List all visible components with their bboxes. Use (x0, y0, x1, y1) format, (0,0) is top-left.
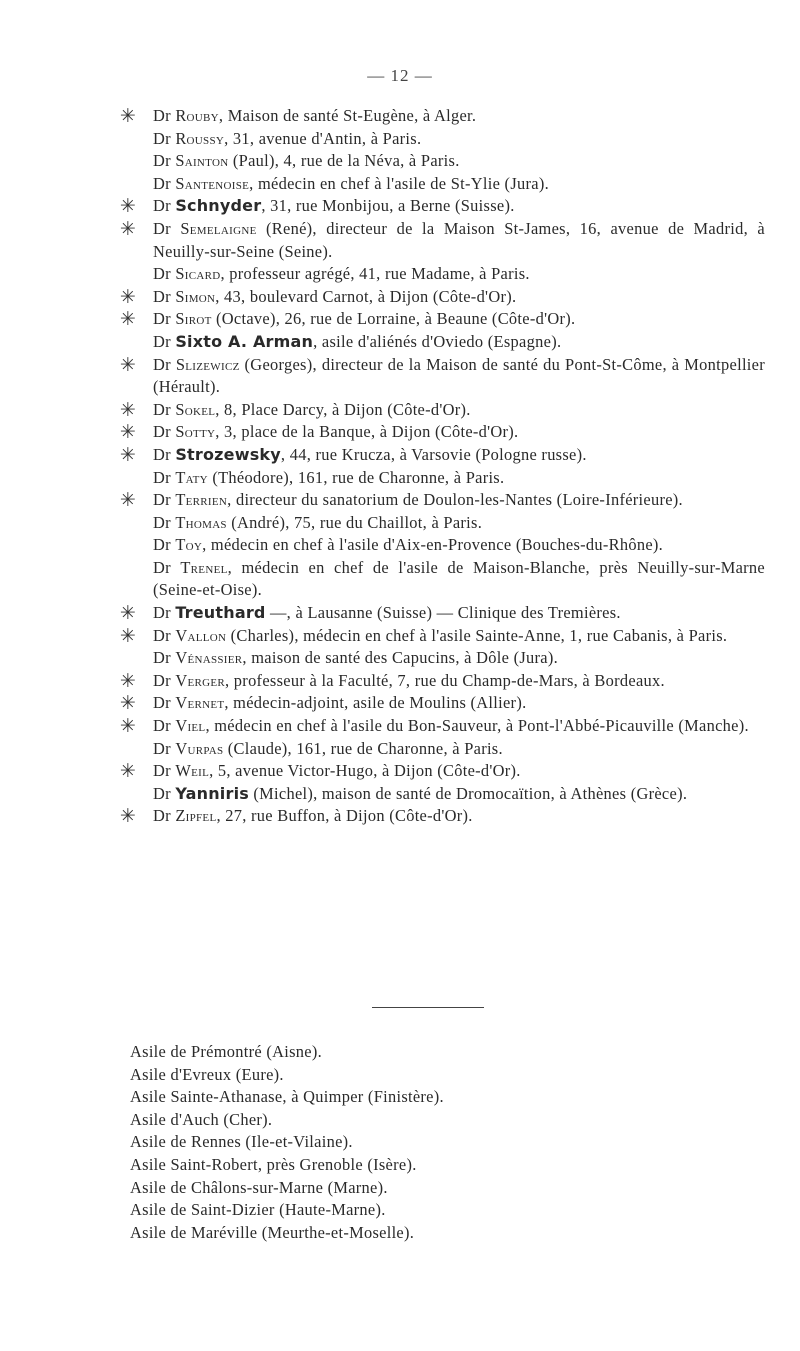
member-list (105, 105, 765, 828)
member-entry (105, 195, 765, 218)
member-name: Schnyder (175, 196, 262, 216)
asterisk-icon: ✳ (119, 308, 137, 331)
member-address: , médecin en chef à l'asile du Bon-Sauveur, à Pont-l'Abbé-Picauville (Manche). (205, 716, 749, 736)
member-entry (105, 625, 765, 648)
asterisk-icon: ✳ (119, 285, 137, 308)
doctor-title: Dr (153, 670, 171, 690)
asterisk-icon: ✳ (119, 105, 137, 127)
doctor-title: Dr (153, 196, 171, 216)
asterisk-icon: ✳ (119, 624, 137, 647)
member-name: Sokel (175, 399, 216, 419)
doctor-title: Dr (153, 512, 171, 532)
member-entry (105, 783, 765, 806)
asterisk-icon: ✳ (119, 421, 137, 444)
member-address: , 31, rue Monbijou, a Berne (Suisse). (261, 196, 515, 216)
member-address: , médecin-adjoint, asile de Moulins (Allier). (224, 693, 527, 713)
member-address: , maison de santé des Capucins, à Dôle (Jura). (242, 648, 558, 668)
doctor-title: Dr (153, 286, 171, 306)
asile-entry: Asile Sainte-Athanase, à Quimper (Finistère). (130, 1087, 444, 1107)
asile-entry: Asile de Rennes (Ile-et-Vilaine). (130, 1132, 353, 1152)
doctor-title: Dr (153, 354, 171, 374)
doctor-title: Dr (153, 783, 171, 803)
member-name: Terrien (175, 490, 228, 510)
member-name: Treuthard (175, 603, 266, 623)
member-name: Strozewsky (175, 444, 281, 464)
doctor-title: Dr (153, 218, 171, 238)
member-name: Verger (175, 670, 226, 690)
asterisk-icon: ✳ (119, 715, 137, 738)
doctor-title: Dr (153, 467, 171, 487)
member-address: , professeur agrégé, 41, rue Madame, à Paris. (220, 264, 530, 284)
asile-entry: Asile d'Evreux (Eure). (130, 1064, 284, 1084)
doctor-title: Dr (153, 128, 171, 148)
member-address: (Claude), 161, rue de Charonne, à Paris. (223, 738, 503, 758)
member-name: Vénassier (175, 648, 243, 668)
doctor-title: Dr (153, 490, 171, 510)
asterisk-icon: ✳ (119, 489, 137, 512)
member-entry (105, 263, 765, 286)
member-address: (Michel), maison de santé de Dromocaïtion, à Athènes (Grèce). (249, 783, 688, 803)
member-address: , médecin en chef à l'asile de St-Ylie (Jura). (249, 173, 549, 193)
member-name: Thomas (175, 512, 227, 532)
section-divider (372, 1007, 484, 1008)
member-address: (René), directeur de la Maison St-James, 16, avenue de Madrid, à Neuilly-sur-Seine (Seine). (153, 218, 765, 261)
member-entry (105, 399, 765, 422)
member-entry (105, 738, 765, 761)
member-name: Yanniris (175, 783, 249, 803)
member-entry (105, 308, 765, 331)
doctor-title: Dr (153, 603, 171, 623)
member-name: Vernet (175, 693, 225, 713)
member-name: Vallon (175, 625, 227, 645)
doctor-title: Dr (153, 309, 171, 329)
member-name: Roussy (175, 128, 225, 148)
member-name: Trenel (180, 557, 228, 577)
doctor-title: Dr (153, 173, 171, 193)
asterisk-icon: ✳ (119, 805, 137, 828)
member-address: , médecin en chef à l'asile d'Aix-en-Provence (Bouches-du-Rhône). (202, 535, 664, 555)
member-entry (105, 760, 765, 783)
member-name: Simon (175, 286, 216, 306)
member-name: Weil (175, 761, 210, 781)
doctor-title: Dr (153, 151, 171, 171)
doctor-title: Dr (153, 761, 171, 781)
member-name: Sirot (175, 309, 212, 329)
member-entry (105, 331, 765, 354)
asile-list (130, 1041, 730, 1244)
member-entry (105, 692, 765, 715)
member-entry (105, 467, 765, 490)
member-address: , 8, Place Darcy, à Dijon (Côte-d'Or). (215, 399, 471, 419)
member-name: Sainton (175, 151, 229, 171)
doctor-title: Dr (153, 716, 171, 736)
member-entry (105, 534, 765, 557)
member-entry (105, 512, 765, 535)
asile-entry: Asile de Châlons-sur-Marne (Marne). (130, 1177, 388, 1197)
member-address: , 44, rue Krucza, à Varsovie (Pologne russe). (280, 444, 587, 464)
doctor-title: Dr (153, 648, 171, 668)
doctor-title: Dr (153, 264, 171, 284)
member-address: , Maison de santé St-Eugène, à Alger. (218, 106, 477, 125)
member-name: Sixto A. Arman (175, 331, 314, 351)
asterisk-icon: ✳ (119, 602, 137, 625)
member-entry (105, 444, 765, 467)
member-entry (105, 173, 765, 196)
doctor-title: Dr (153, 106, 171, 125)
asterisk-icon: ✳ (119, 669, 137, 692)
member-address: (Théodore), 161, rue de Charonne, à Paris. (207, 467, 505, 487)
member-name: Slizewicz (175, 354, 240, 374)
doctor-title: Dr (153, 625, 171, 645)
asile-entry: Asile de Prémontré (Aisne). (130, 1042, 322, 1061)
member-name: Toy (175, 535, 203, 555)
doctor-title: Dr (153, 806, 171, 826)
member-address: , 43, boulevard Carnot, à Dijon (Côte-d'Or). (215, 286, 517, 306)
member-entry (105, 715, 765, 738)
member-address: , 5, avenue Victor-Hugo, à Dijon (Côte-d'Or). (209, 761, 521, 781)
member-entry (105, 805, 765, 828)
member-address: , médecin en chef de l'asile de Maison-Blanche, près Neuilly-sur-Marne (Seine-et-Oise). (153, 557, 765, 600)
member-address: (Georges), directeur de la Maison de santé du Pont-St-Côme, à Montpellier (Hérault). (153, 354, 765, 397)
member-entry (105, 354, 765, 399)
member-address: , asile d'aliénés d'Oviedo (Espagne). (313, 331, 562, 351)
member-name: Santenoise (175, 173, 250, 193)
member-entry (105, 105, 765, 128)
doctor-title: Dr (153, 444, 171, 464)
asterisk-icon: ✳ (119, 692, 137, 715)
doctor-title: Dr (153, 693, 171, 713)
asterisk-icon: ✳ (119, 217, 137, 240)
doctor-title: Dr (153, 331, 171, 351)
asile-entry: Asile d'Auch (Cher). (130, 1109, 273, 1129)
doctor-title: Dr (153, 422, 171, 442)
member-name: Sicard (175, 264, 221, 284)
member-name: Zipfel (175, 806, 217, 826)
member-address: , 3, place de la Banque, à Dijon (Côte-d'Or). (215, 422, 519, 442)
doctor-title: Dr (153, 557, 171, 577)
member-entry (105, 128, 765, 151)
member-name: Viel (175, 716, 206, 736)
member-address: , professeur à la Faculté, 7, rue du Champ-de-Mars, à Bordeaux. (225, 670, 665, 690)
member-name: Vurpas (175, 738, 224, 758)
member-entry (105, 670, 765, 693)
asterisk-icon: ✳ (119, 398, 137, 421)
member-name: Rouby (175, 106, 219, 125)
member-entry (105, 647, 765, 670)
member-name: Taty (175, 467, 208, 487)
asterisk-icon: ✳ (119, 760, 137, 783)
asile-entry: Asile de Saint-Dizier (Haute-Marne). (130, 1200, 386, 1220)
asterisk-icon: ✳ (119, 195, 137, 218)
member-address: (André), 75, rue du Chaillot, à Paris. (226, 512, 483, 532)
member-entry (105, 286, 765, 309)
member-entry (105, 489, 765, 512)
doctor-title: Dr (153, 399, 171, 419)
page-number: — 12 — (367, 66, 433, 85)
member-entry (105, 150, 765, 173)
asterisk-icon: ✳ (119, 443, 137, 466)
member-entry (105, 421, 765, 444)
member-address: , 31, avenue d'Antin, à Paris. (224, 128, 422, 148)
asile-entry: Asile de Maréville (Meurthe-et-Moselle). (130, 1222, 415, 1242)
member-entry (105, 218, 765, 263)
doctor-title: Dr (153, 738, 171, 758)
member-address: (Paul), 4, rue de la Néva, à Paris. (228, 151, 460, 171)
member-entry (105, 602, 765, 625)
asterisk-icon: ✳ (119, 353, 137, 376)
member-entry (105, 557, 765, 602)
member-address: (Charles), médecin en chef à l'asile Sainte-Anne, 1, rue Cabanis, à Paris. (226, 625, 728, 645)
member-address: , directeur du sanatorium de Doulon-les-Nantes (Loire-Inférieure). (227, 490, 683, 510)
member-name: Semelaigne (180, 218, 257, 238)
member-address: —, à Lausanne (Suisse) — Clinique des Tremières. (265, 603, 621, 623)
doctor-title: Dr (153, 535, 171, 555)
member-address: (Octave), 26, rue de Lorraine, à Beaune (Côte-d'Or). (211, 309, 576, 329)
asile-entry: Asile Saint-Robert, près Grenoble (Isère). (130, 1154, 417, 1174)
member-address: , 27, rue Buffon, à Dijon (Côte-d'Or). (216, 806, 473, 826)
member-name: Sotty (175, 422, 216, 442)
